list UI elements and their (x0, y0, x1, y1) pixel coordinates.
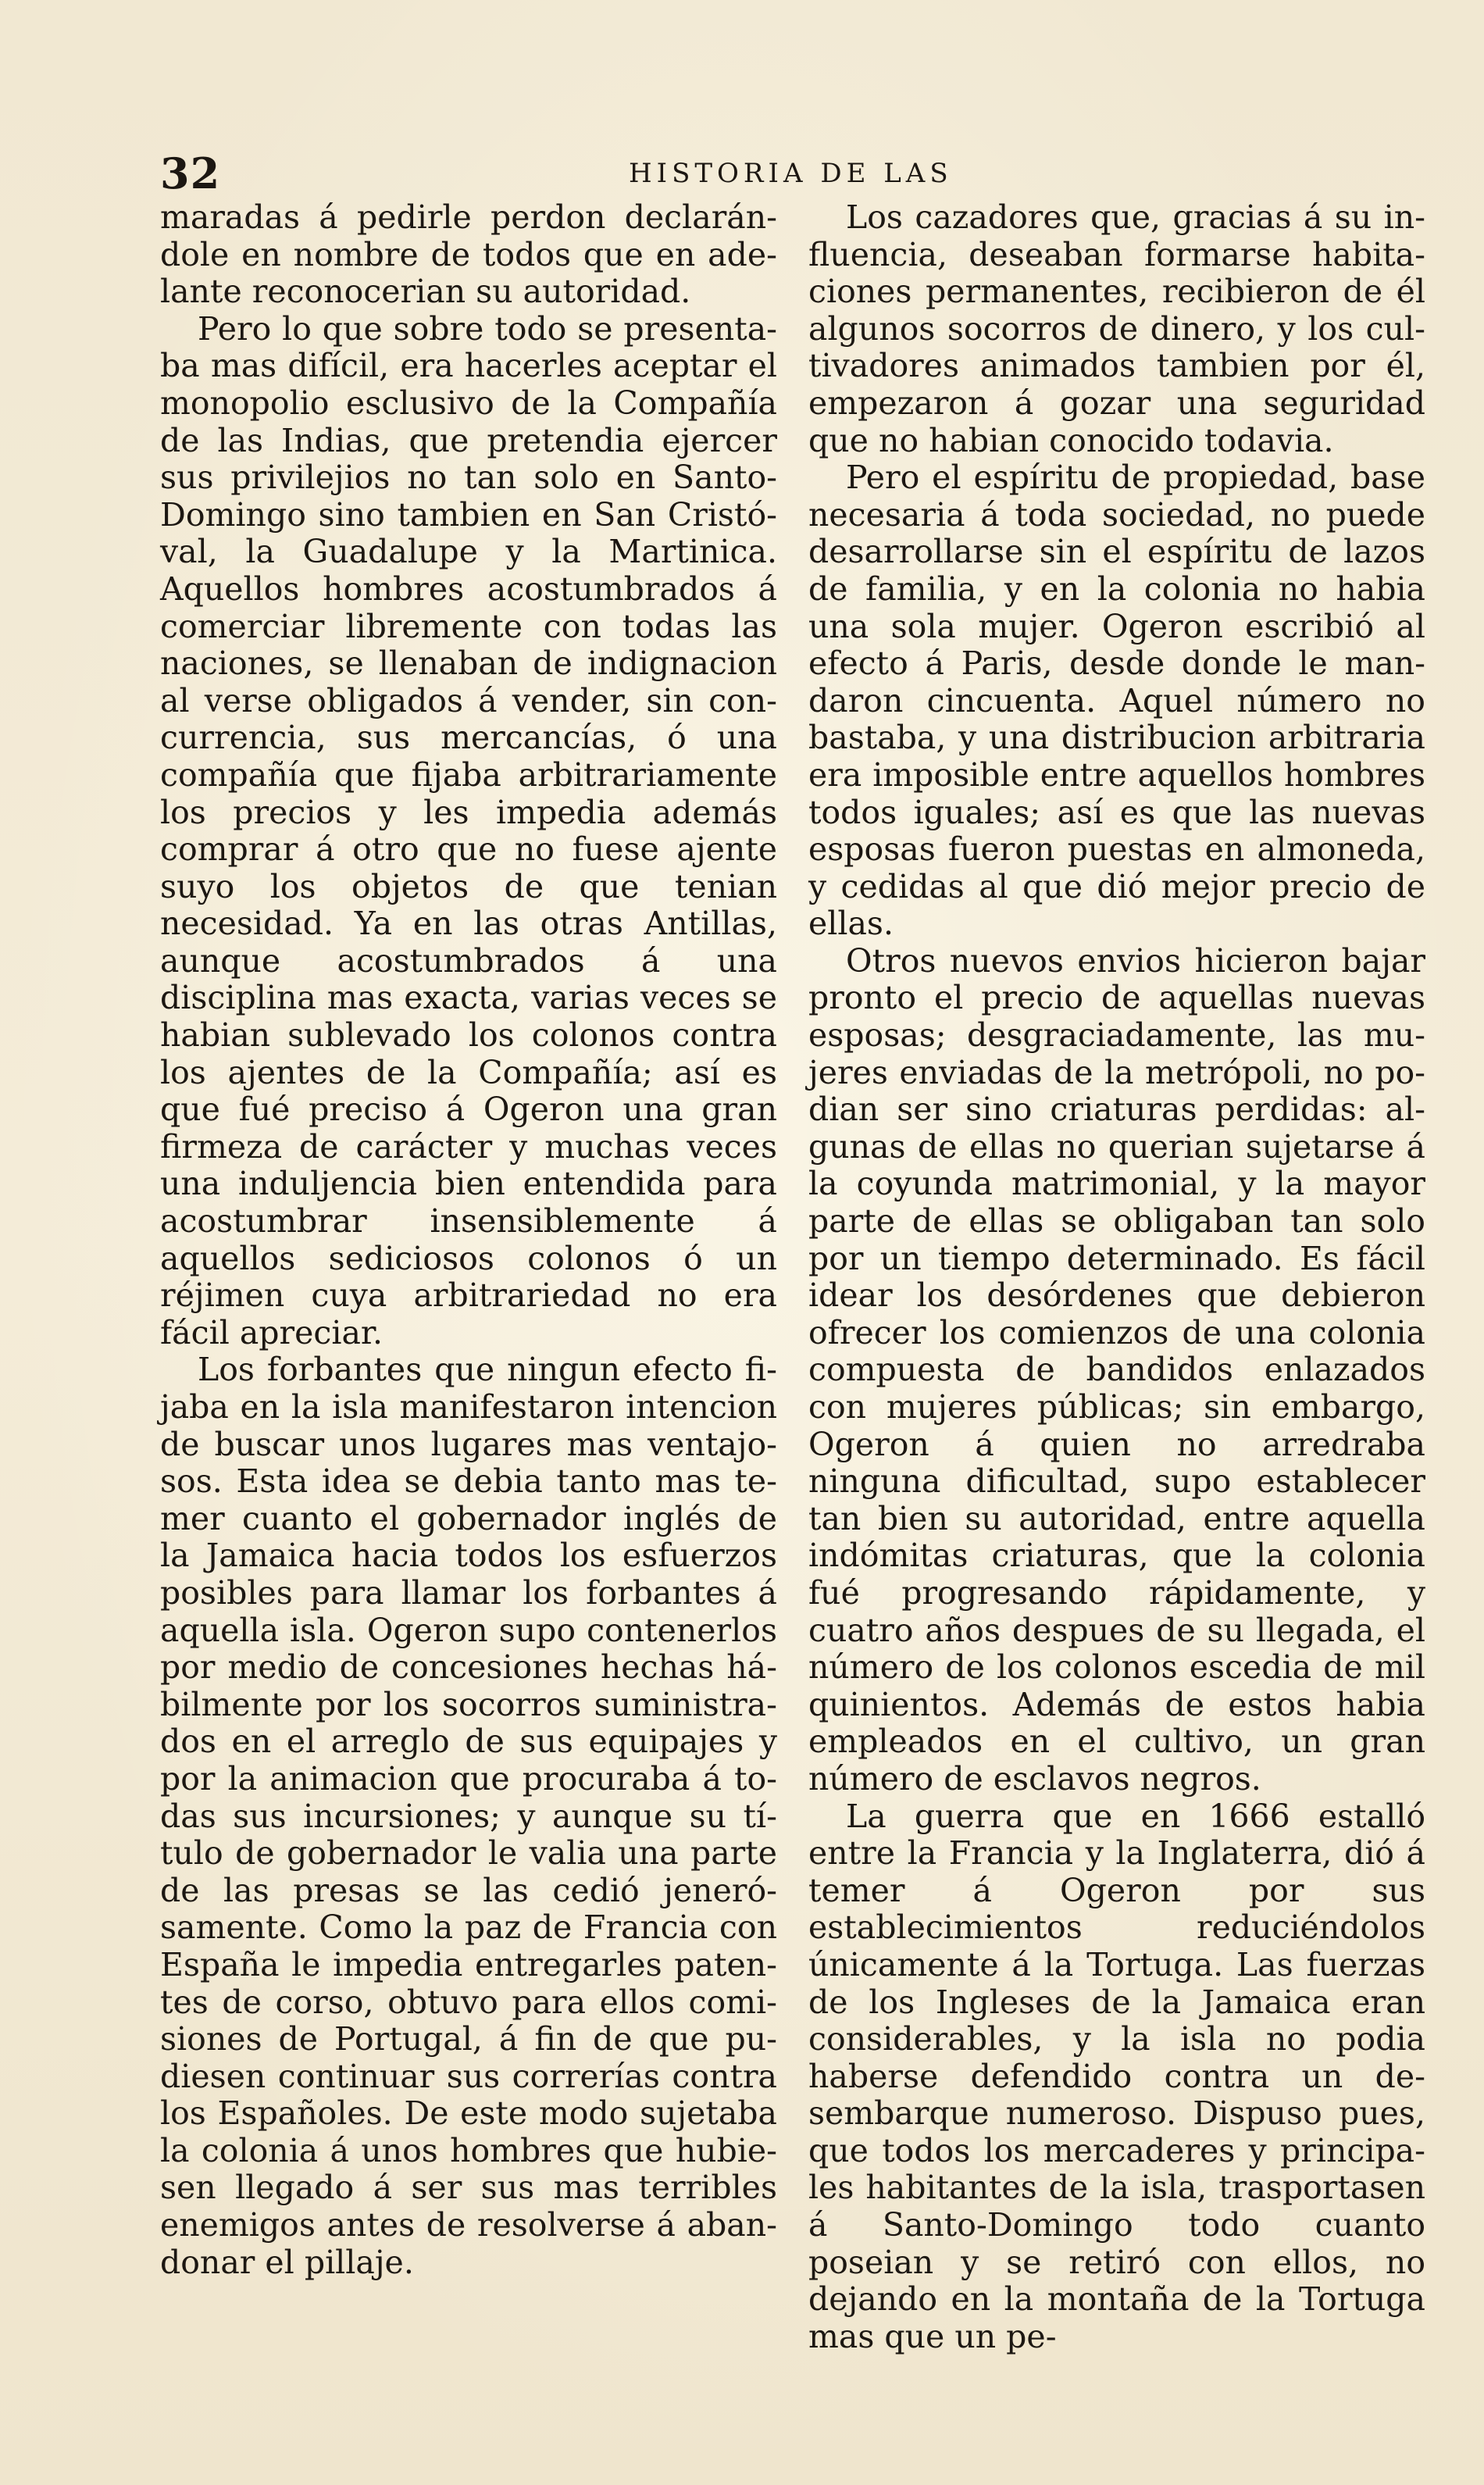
paragraph: maradas á pedirle perdon declarándole en nombre de todos que en adelante reconocerian su autoridad. (160, 198, 777, 311)
page-number: 32 (160, 148, 221, 198)
paragraph: Pero lo que sobre todo se presentaba mas difícil, era hacerles aceptar el monopolio esclusivo de la Compañía de las Indias, que pretendia ejercer sus privilejios no tan solo en Santo-Domingo sino tambien en San Cristóval, la Guadalupe y la Martinica. Aquellos hombres acostumbrados á comerciar libremente con todas las naciones, se llenaban de indignacion al verse obligados á vender, sin concurrencia, sus mercancías, ó una compañía que fijaba arbitrariamente los precios y les impedia además comprar á otro que no fuese ajente suyo los objetos de que tenian necesidad. Ya en las otras Antillas, aunque acostumbrados á una disciplina mas exacta, varias veces se habian sublevado los colonos contra los ajentes de la Compañía; así es que fué preciso á Ogeron una gran firmeza de carácter y muchas veces una induljencia bien entendida para acostumbrar insensiblemente á aquellos sediciosos colonos ó un réjimen cuya arbitrariedad no era fácil apreciar. (160, 309, 777, 1351)
left-column (160, 199, 777, 2281)
paragraph: Los forbantes que ningun efecto fijaba en la isla manifestaron intencion de buscar unos lugares mas ventajosos. Esta idea se debia tanto mas temer cuanto el gobernador inglés de la Jamaica hacia todos los esfuerzos posibles para llamar los forbantes á aquella isla. Ogeron supo contenerlos por medio de concesiones hechas hábilmente por los socorros suministrados en el arreglo de sus equipajes y por la animacion que procuraba á todas sus incursiones; y aunque su título de gobernador le valia una parte de las presas se las cedió jenerósamente. Como la paz de Francia con España le impedia entregarles patentes de corso, obtuvo para ellos comisiones de Portugal, á fin de que pudiesen continuar sus correrías contra los Españoles. De este modo sujetaba la colonia á unos hombres que hubiesen llegado á ser sus mas terribles enemigos antes de resolverse á abandonar el pillaje. (160, 1351, 777, 2281)
paragraph: Los cazadores que, gracias á su influencia, deseaban formarse habitaciones permanentes, recibieron de él algunos socorros de dinero, y los cultivadores animados tambien por él, empezaron á gozar una seguridad que no habian conocido todavia. (808, 198, 1425, 459)
paragraph: La guerra que en 1666 estalló entre la Francia y la Inglaterra, dió á temer á Ogeron por sus establecimientos reduciéndolos únicamente á la Tortuga. Las fuerzas de los Ingleses de la Jamaica eran considerables, y la isla no podia haberse defendido contra un desembarque numeroso. Dispuso pues, que todos los mercaderes y principales habitantes de la isla, trasportasen á Santo-Domingo todo cuanto poseian y se retiró con ellos, no dejando en la montaña de la Tortuga mas que un pe- (808, 1797, 1425, 2355)
paragraph: Otros nuevos envios hicieron bajar pronto el precio de aquellas nuevas esposas; desgraciadamente, las mujeres enviadas de la metrópoli, no podian ser sino criaturas perdidas: algunas de ellas no querian sujetarse á la coyunda matrimonial, y la mayor parte de ellas se obligaban tan solo por un tiempo determinado. Es fácil idear los desórdenes que debieron ofrecer los comienzos de una colonia compuesta de bandidos enlazados con mujeres públicas; sin embargo, Ogeron á quien no arredraba ninguna dificultad, supo establecer tan bien su autoridad, entre aquella indómitas criaturas, que la colonia fué progresando rápidamente, y cuatro años despues de su llegada, el número de los colonos escedia de mil quinientos. Además de estos habia empleados en el cultivo, un gran número de esclavos negros. (808, 941, 1425, 1798)
running-head (160, 148, 1422, 198)
right-column (808, 199, 1425, 2355)
paragraph: Pero el espíritu de propiedad, base necesaria á toda sociedad, no puede desarrollarse sin el espíritu de lazos de familia, y en la colonia no habia una sola mujer. Ogeron escribió al efecto á Paris, desde donde le mandaron cincuenta. Aquel número no bastaba, y una distribucion arbitraria era imposible entre aquellos hombres todos iguales; así es que las nuevas esposas fueron puestas en almoneda, y cedidas al que dió mejor precio de ellas. (808, 459, 1425, 943)
running-title: HISTORIA DE LAS (629, 158, 953, 189)
